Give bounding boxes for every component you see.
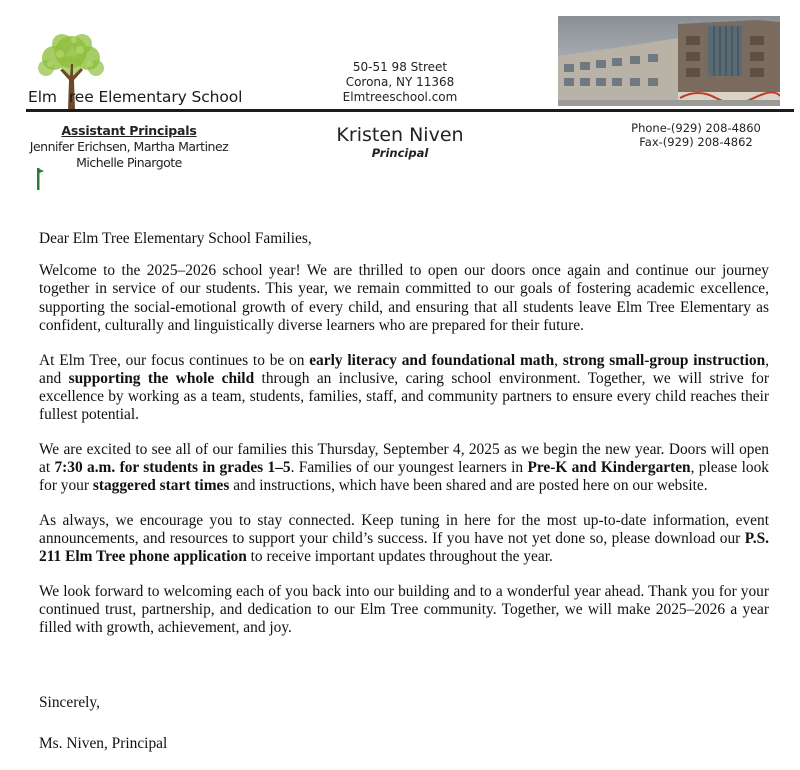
bold-text: 7:30 a.m. for students in grades 1–5 <box>54 459 291 477</box>
text-run: At Elm Tree, our focus continues to be on <box>39 351 310 369</box>
paragraph-focus <box>39 352 769 425</box>
bold-text: Pre-K and Kindergarten <box>527 459 691 477</box>
assistant-principals-names: Michelle Pinargote <box>76 155 182 170</box>
assistant-principals <box>20 123 238 171</box>
text-run: We are excited to see all of our families this Thursday, September 4, 2025 as we begin the new year. Doors will open at <box>39 440 769 477</box>
contact-numbers <box>600 121 792 149</box>
bold-text: P.S. 211 Elm Tree phone application <box>39 530 769 566</box>
school-address <box>300 60 500 105</box>
header-divider <box>26 109 794 112</box>
bold-text: early literacy and foundational math <box>309 351 555 369</box>
text-run: and instructions, which have been shared and are posted here on our website. <box>229 477 708 495</box>
school-name-part: Elm <box>28 88 62 106</box>
text-run: to receive important updates throughout the year. <box>246 548 553 566</box>
assistant-principals-title: Assistant Principals <box>61 123 197 138</box>
letterhead <box>0 0 800 190</box>
principal-role: Principal <box>371 146 429 160</box>
paragraph-stay-connected <box>39 512 769 567</box>
phone-number: Phone-(929) 208-4860 <box>631 121 761 135</box>
text-run: through an inclusive, caring school environment. Together, we will strive for excellence by working as a team, students, families, staff, and community partners to ensure every child reaches their fullest potential. <box>39 369 770 424</box>
letter-body <box>39 230 769 654</box>
bold-text: strong small-group instruction <box>562 351 766 369</box>
bold-text: supporting the whole child <box>68 369 255 387</box>
principal-block <box>300 124 500 160</box>
paragraph-first-day <box>39 441 769 496</box>
address-city: Corona, NY 11368 <box>345 75 455 89</box>
principal-name: Kristen Niven <box>336 124 464 146</box>
letter-greeting: Dear Elm Tree Elementary School Families, <box>39 230 312 247</box>
flag-icon <box>37 168 45 190</box>
letter-closing: Sincerely, <box>39 694 100 711</box>
text-run: , and <box>39 351 769 387</box>
bold-text: staggered start times <box>92 477 230 495</box>
paragraph-welcome: Welcome to the 2025–2026 school year! We are thrilled to open our doors once again and continue our journey together in service of our students. This year, we remain committed to our goals of fostering academic excellence, supporting the social-emotional growth of every child, and ensuring that all students leave Elm Tree Elementary as confident, culturally and linguistically diverse learners who are prepared for their future. <box>39 262 769 334</box>
text-run: . Families of our youngest learners in <box>290 459 528 477</box>
school-name <box>28 88 242 106</box>
assistant-principals-names: Jennifer Erichsen, Martha Martinez <box>29 139 229 154</box>
school-name-part: ree Elementary School <box>68 88 243 106</box>
school-building-photo <box>558 16 780 106</box>
paragraph-closing-thoughts: We look forward to welcoming each of you back into our building and to a wonderful year ahead. Thank you for your continued trust, partnership, and dedication to our Elm Tree community. Together, we will make 2025–2026 a year filled with growth, achievement, and joy. <box>39 583 769 637</box>
letter-signature: Ms. Niven, Principal <box>39 735 168 752</box>
text-run: , <box>554 351 563 369</box>
text-run: , please look for your <box>39 459 769 495</box>
website-link[interactable]: Elmtreeschool.com <box>342 90 458 104</box>
fax-number: Fax-(929) 208-4862 <box>639 135 753 149</box>
address-street: 50-51 98 Street <box>352 60 448 74</box>
text-run: As always, we encourage you to stay connected. Keep tuning in here for the most up-to-date information, event announcements, and resources to support your child’s success. If you have not yet done so, please download our <box>39 511 769 548</box>
